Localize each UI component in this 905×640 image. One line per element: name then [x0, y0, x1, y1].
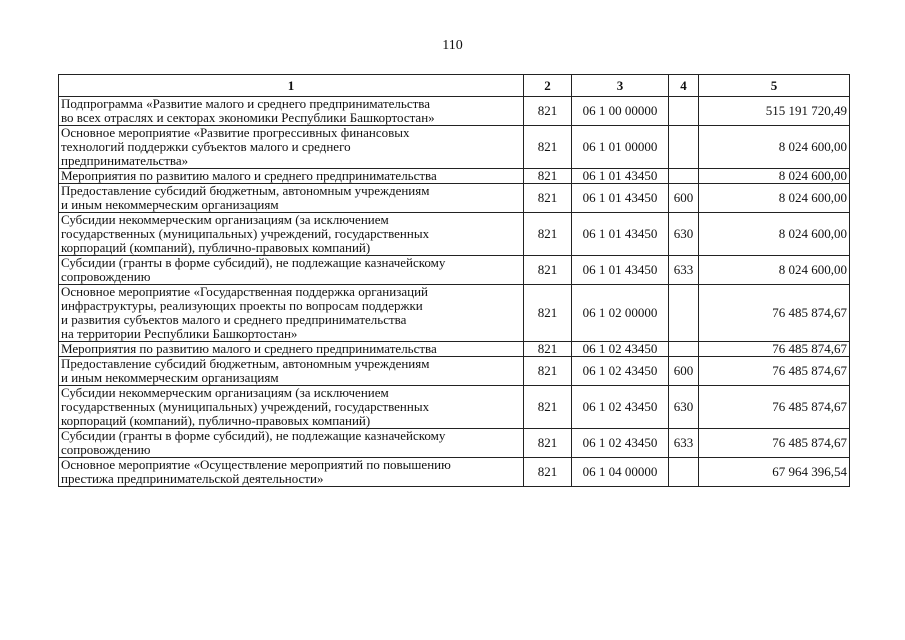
- table-row: [59, 357, 850, 386]
- row-amount: 76 485 874,67: [699, 357, 850, 386]
- page-number: 110: [442, 38, 463, 53]
- row-classification-code: 06 1 04 00000: [572, 458, 669, 487]
- table-row: [59, 342, 850, 357]
- row-description: Субсидии (гранты в форме субсидий), не подлежащие казначейскому сопровождению: [59, 256, 524, 285]
- row-description: Предоставление субсидий бюджетным, автономным учреждениям и иным некоммерческим организациям: [59, 357, 524, 386]
- table-row: [59, 184, 850, 213]
- row-expense-type: 600: [669, 357, 699, 386]
- row-admin-code: 821: [524, 429, 572, 458]
- row-expense-type: 630: [669, 386, 699, 429]
- row-amount: 76 485 874,67: [699, 429, 850, 458]
- row-admin-code: 821: [524, 256, 572, 285]
- table-row: [59, 429, 850, 458]
- row-expense-type: [669, 126, 699, 169]
- row-expense-type: 600: [669, 184, 699, 213]
- row-description: Подпрограмма «Развитие малого и среднего предпринимательства во всех отраслях и секторах экономики Республики Башкортостан»: [59, 97, 524, 126]
- header-row: [59, 75, 850, 97]
- row-description: Мероприятия по развитию малого и среднего предпринимательства: [59, 169, 524, 184]
- budget-table: [58, 74, 850, 487]
- row-expense-type: 633: [669, 256, 699, 285]
- row-admin-code: 821: [524, 357, 572, 386]
- row-amount: 76 485 874,67: [699, 386, 850, 429]
- row-admin-code: 821: [524, 285, 572, 342]
- header-col-1: 1: [59, 75, 524, 97]
- row-amount: 8 024 600,00: [699, 169, 850, 184]
- row-description: Предоставление субсидий бюджетным, автономным учреждениям и иным некоммерческим организациям: [59, 184, 524, 213]
- row-amount: 8 024 600,00: [699, 184, 850, 213]
- row-admin-code: 821: [524, 458, 572, 487]
- header-col-3: 3: [572, 75, 669, 97]
- row-description: Субсидии (гранты в форме субсидий), не подлежащие казначейскому сопровождению: [59, 429, 524, 458]
- header-col-2: 2: [524, 75, 572, 97]
- row-classification-code: 06 1 02 43450: [572, 429, 669, 458]
- row-classification-code: 06 1 02 00000: [572, 285, 669, 342]
- table-row: [59, 386, 850, 429]
- row-amount: 8 024 600,00: [699, 213, 850, 256]
- row-admin-code: 821: [524, 97, 572, 126]
- row-amount: 515 191 720,49: [699, 97, 850, 126]
- row-admin-code: 821: [524, 386, 572, 429]
- row-description: Мероприятия по развитию малого и среднего предпринимательства: [59, 342, 524, 357]
- row-description: Субсидии некоммерческим организациям (за исключением государственных (муниципальных) учреждений, государственных корпораций (компаний), публично-правовых компаний): [59, 213, 524, 256]
- row-admin-code: 821: [524, 213, 572, 256]
- row-admin-code: 821: [524, 126, 572, 169]
- row-classification-code: 06 1 01 43450: [572, 169, 669, 184]
- row-classification-code: 06 1 02 43450: [572, 342, 669, 357]
- table-row: [59, 97, 850, 126]
- row-expense-type: [669, 97, 699, 126]
- row-expense-type: 630: [669, 213, 699, 256]
- row-expense-type: [669, 169, 699, 184]
- row-amount: 67 964 396,54: [699, 458, 850, 487]
- row-expense-type: [669, 342, 699, 357]
- row-description: Основное мероприятие «Развитие прогрессивных финансовых технологий поддержки субъектов малого и среднего предпринимательства»: [59, 126, 524, 169]
- table-row: [59, 126, 850, 169]
- row-classification-code: 06 1 01 43450: [572, 184, 669, 213]
- row-description: Основное мероприятие «Государственная поддержка организаций инфраструктуры, реализующих проекты по вопросам поддержки и развития субъектов малого и среднего предпринимательства на территории Республики Башкортостан»: [59, 285, 524, 342]
- row-classification-code: 06 1 01 43450: [572, 213, 669, 256]
- row-amount: 8 024 600,00: [699, 126, 850, 169]
- table-row: [59, 285, 850, 342]
- row-classification-code: 06 1 01 43450: [572, 256, 669, 285]
- row-expense-type: [669, 458, 699, 487]
- row-admin-code: 821: [524, 184, 572, 213]
- row-amount: 76 485 874,67: [699, 285, 850, 342]
- row-expense-type: 633: [669, 429, 699, 458]
- row-classification-code: 06 1 00 00000: [572, 97, 669, 126]
- row-description: Субсидии некоммерческим организациям (за исключением государственных (муниципальных) учреждений, государственных корпораций (компаний), публично-правовых компаний): [59, 386, 524, 429]
- table-row: [59, 256, 850, 285]
- header-col-4: 4: [669, 75, 699, 97]
- row-amount: 8 024 600,00: [699, 256, 850, 285]
- row-description: Основное мероприятие «Осуществление мероприятий по повышению престижа предпринимательской деятельности»: [59, 458, 524, 487]
- row-classification-code: 06 1 01 00000: [572, 126, 669, 169]
- table-row: [59, 169, 850, 184]
- row-expense-type: [669, 285, 699, 342]
- row-amount: 76 485 874,67: [699, 342, 850, 357]
- row-classification-code: 06 1 02 43450: [572, 386, 669, 429]
- row-admin-code: 821: [524, 342, 572, 357]
- header-col-5: 5: [699, 75, 850, 97]
- row-admin-code: 821: [524, 169, 572, 184]
- table-row: [59, 213, 850, 256]
- row-classification-code: 06 1 02 43450: [572, 357, 669, 386]
- table-row: [59, 458, 850, 487]
